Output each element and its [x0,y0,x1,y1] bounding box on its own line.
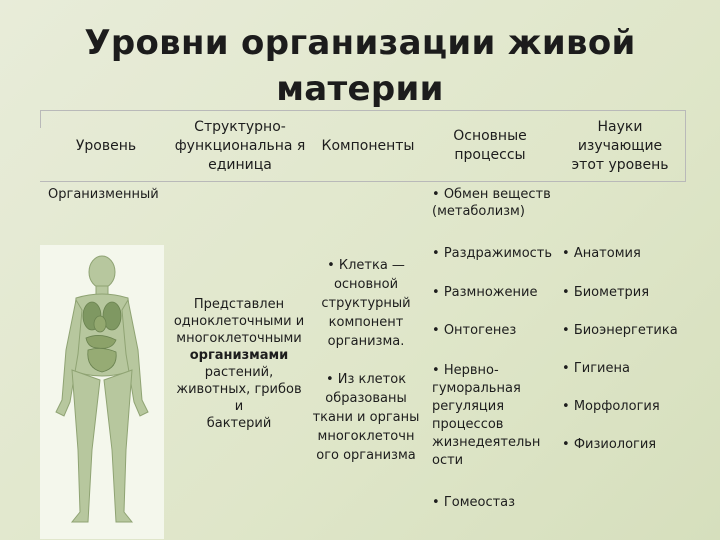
unit-line: растений, [204,365,274,380]
components-line: основной [333,277,399,292]
science-item: • Анатомия [562,246,641,261]
science-item: • Физиология [562,437,657,452]
components-line: компонент [328,315,404,330]
header-components: Компоненты [321,137,415,154]
process-item: • Раздражимость [432,246,553,261]
table-top-border [40,110,686,111]
components-line: образованы [325,391,407,406]
unit-line: Представлен [193,297,285,312]
process-text: • Нервно- [432,363,499,378]
components-cell-1 [312,256,420,351]
science-item: • Биометрия [562,285,650,300]
science-item: • Биоэнергетика [562,323,678,338]
process-text: (метаболизм) [432,204,525,219]
components-line: многоклеточн [317,429,415,444]
unit-line: одноклеточными и [173,314,305,329]
science-item: • Гигиена [562,361,630,376]
components-line: ткани и органы [312,410,420,425]
process-item: • Онтогенез [432,323,517,338]
components-line: структурный [321,296,411,311]
unit-line: многоклеточными [176,331,302,346]
process-text: жизнедеятельн [432,435,541,450]
process-item: • Размножение [432,285,538,300]
process-text: процессов [432,417,504,432]
header-processes-text: Основные процессы [453,128,527,163]
unit-line: животных, грибов и [176,382,302,414]
header-unit [170,112,310,180]
process-item [432,186,556,220]
unit-line: бактерий [206,416,272,431]
column-divider [685,110,686,182]
header-unit-text: Структурно-функциональна я единица [174,118,306,173]
slide-title [0,20,720,112]
unit-line-bold: организмами [189,348,289,363]
process-item: • Гомеостаз [432,495,516,510]
components-line: ого организма [316,448,416,463]
level-name: Организменный [48,187,159,202]
unit-description [172,296,306,432]
science-item: • Морфология [562,399,660,414]
components-cell-2 [312,370,420,465]
column-divider [40,110,41,128]
header-sciences [560,112,680,180]
header-level: Уровень [75,137,137,154]
process-text: • Обмен веществ [432,187,551,202]
title-line-1: Уровни организации живой [84,23,636,63]
header-processes [430,112,550,180]
components-line: организма. [327,334,405,349]
title-line-2: материи [276,69,444,109]
process-text: регуляция [432,399,505,414]
components-line: • Клетка — [327,258,405,273]
process-text: гуморальная [432,381,521,396]
header-sciences-text: Науки изучающие этот уровень [571,118,669,173]
header-bottom-border [40,181,686,182]
process-text: ости [432,453,464,468]
process-item [432,362,556,470]
human-body-illustration [42,250,162,530]
components-line: • Из клеток [325,372,407,387]
